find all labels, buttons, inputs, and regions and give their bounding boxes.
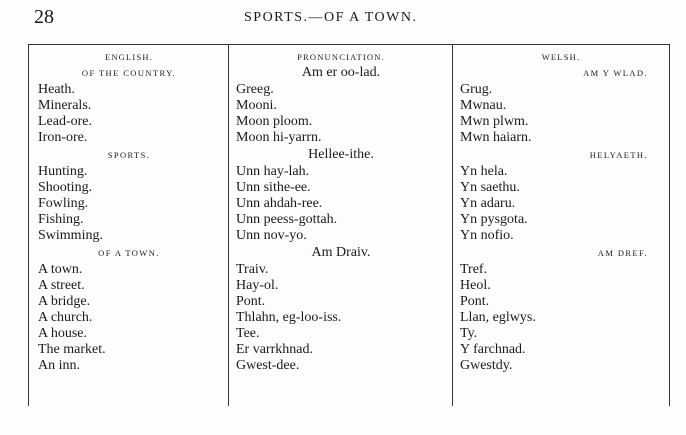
list-item: Gwest-dee. xyxy=(236,358,300,373)
pronunciation-header: PRONUNCIATION. xyxy=(297,52,385,62)
section-head: AM Y WLAD. xyxy=(583,68,648,78)
list-item: Unn hay-lah. xyxy=(236,164,310,179)
section-head: SPORTS. xyxy=(107,150,151,160)
section-head: Am Draiv. xyxy=(311,245,371,260)
list-item: Greeg. xyxy=(236,82,274,97)
list-item: Unn ahdah-ree. xyxy=(236,196,323,211)
list-item: A house. xyxy=(38,326,87,341)
running-head: SPORTS.—OF A TOWN. xyxy=(244,10,418,25)
list-item: Mwn haiarn. xyxy=(460,130,532,145)
section-head: OF A TOWN. xyxy=(98,248,160,258)
list-item: Unn peess-gottah. xyxy=(236,212,338,227)
list-item: Ty. xyxy=(460,326,478,341)
list-item: Thlahn, eg-loo-iss. xyxy=(236,310,342,325)
top-rule xyxy=(28,44,670,45)
list-item: Y farchnad. xyxy=(460,342,526,357)
list-item: Yn adaru. xyxy=(460,196,516,211)
list-item: Mooni. xyxy=(236,98,277,113)
list-item: An inn. xyxy=(38,358,80,373)
list-item: Iron-ore. xyxy=(38,130,88,145)
list-item: Yn pysgota. xyxy=(460,212,528,227)
list-item: A town. xyxy=(38,262,83,277)
list-item: A street. xyxy=(38,278,85,293)
section-head: AM DREF. xyxy=(597,248,648,258)
welsh-column xyxy=(460,50,662,374)
divider-2 xyxy=(452,44,453,406)
list-item: Tref. xyxy=(460,262,488,277)
list-item: Pont. xyxy=(236,294,266,309)
list-item: Er varrkhnad. xyxy=(236,342,313,357)
section-head: HELYAETH. xyxy=(589,150,648,160)
pronunciation-column xyxy=(236,50,446,374)
list-item: Tee. xyxy=(236,326,260,341)
list-item: Yn hela. xyxy=(460,164,508,179)
list-item: Traiv. xyxy=(236,262,269,277)
left-rule xyxy=(28,44,29,406)
list-item: Grug. xyxy=(460,82,493,97)
list-item: Yn saethu. xyxy=(460,180,520,195)
list-item: Lead-ore. xyxy=(38,114,93,129)
list-item: Fishing. xyxy=(38,212,84,227)
list-item: Gwestdy. xyxy=(460,358,513,373)
list-item: Heath. xyxy=(38,82,75,97)
list-item: Unn sithe-ee. xyxy=(236,180,311,195)
list-item: Mwnau. xyxy=(460,98,507,113)
list-item: Moon ploom. xyxy=(236,114,313,129)
list-item: Mwn plwm. xyxy=(460,114,529,129)
list-item: Shooting. xyxy=(38,180,93,195)
list-item: Swimming. xyxy=(38,228,103,243)
list-item: Hay-ol. xyxy=(236,278,279,293)
right-rule xyxy=(669,44,670,406)
list-item: Llan, eglwys. xyxy=(460,310,536,325)
section-head: OF THE COUNTRY. xyxy=(81,68,177,78)
section-head: Hellee-ithe. xyxy=(308,147,374,162)
list-item: A church. xyxy=(38,310,93,325)
welsh-header: WELSH. xyxy=(541,52,581,62)
list-item: A bridge. xyxy=(38,294,91,309)
list-item: Unn nov-yo. xyxy=(236,228,307,243)
list-item: Hunting. xyxy=(38,164,88,179)
list-item: The market. xyxy=(38,342,106,357)
list-item: Moon hi-yarrn. xyxy=(236,130,322,145)
english-header: ENGLISH. xyxy=(104,52,154,62)
section-head: Am er oo-lad. xyxy=(301,65,381,80)
divider-1 xyxy=(228,44,229,406)
page-number: 28 xyxy=(34,6,54,28)
english-column xyxy=(38,50,220,374)
list-item: Yn nofio. xyxy=(460,228,514,243)
list-item: Fowling. xyxy=(38,196,89,211)
list-item: Minerals. xyxy=(38,98,92,113)
list-item: Pont. xyxy=(460,294,490,309)
list-item: Heol. xyxy=(460,278,491,293)
